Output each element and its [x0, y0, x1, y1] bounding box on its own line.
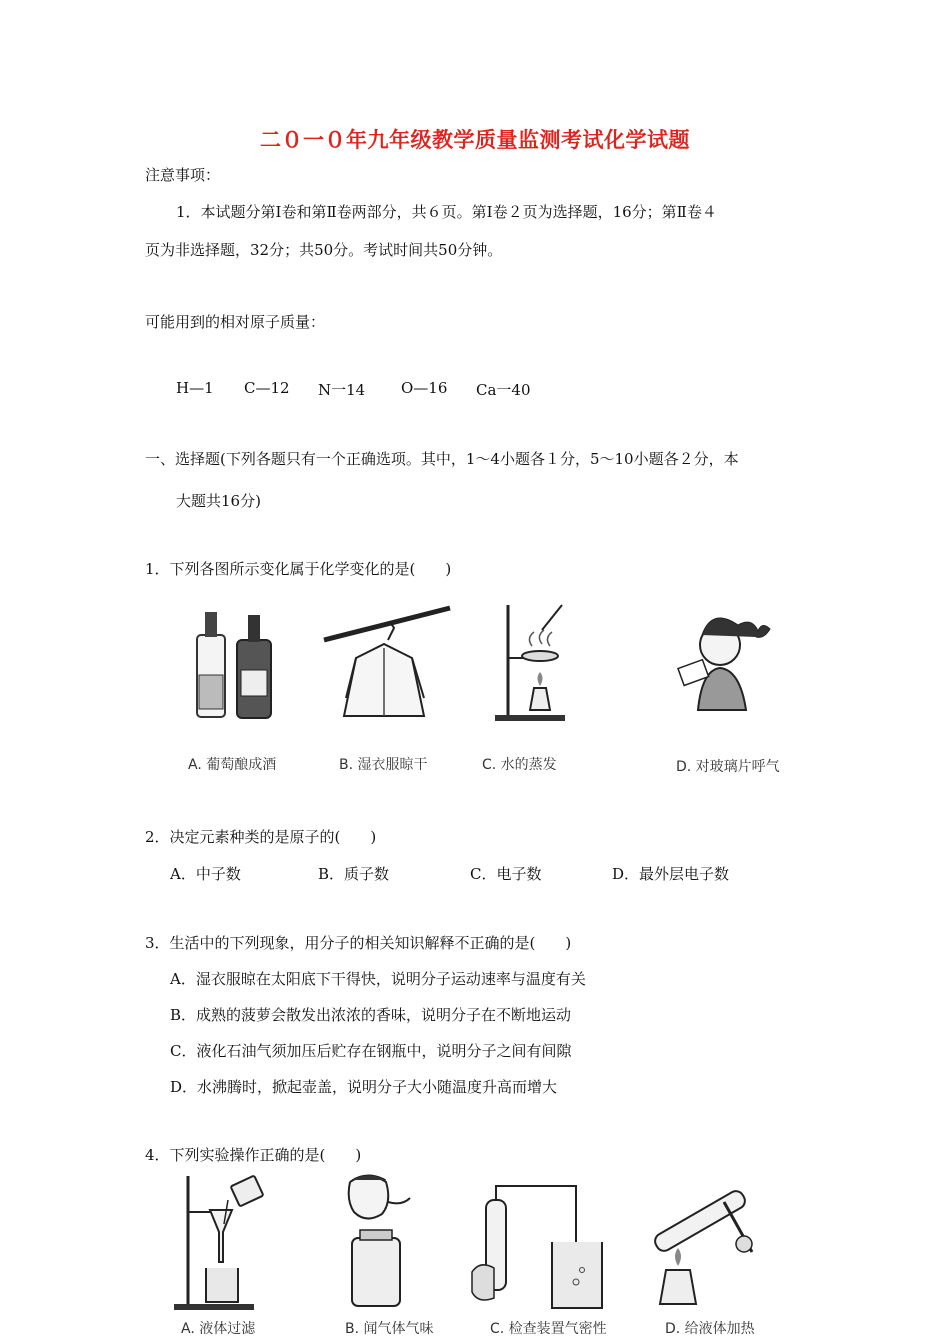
q4-caption-c: C. 检查装置气密性 — [490, 1321, 607, 1337]
atomic-mass-item: C—12 — [244, 379, 290, 397]
q1-caption-a: A. 葡萄酿成酒 — [188, 757, 277, 773]
notice-line-1: 1．本试题分第Ⅰ卷和第Ⅱ卷两部分，共６页。第Ⅰ卷２页为选择题，16分；第Ⅱ卷４ — [176, 203, 717, 221]
atomic-mass-item: H—1 — [176, 379, 214, 397]
q2-option-b: B．质子数 — [318, 865, 390, 883]
q4-stem: 4．下列实验操作正确的是( ) — [145, 1146, 362, 1164]
q1-caption-c: C. 水的蒸发 — [482, 757, 557, 773]
q4-caption-a: A. 液体过滤 — [181, 1321, 256, 1337]
q1-stem: 1．下列各图所示变化属于化学变化的是( ) — [145, 560, 452, 578]
clothes-drying-image — [322, 600, 452, 729]
section-1-line-2: 大题共16分) — [176, 492, 261, 510]
notice-line-2: 页为非选择题，32分；共50分。考试时间共50分钟。 — [145, 241, 503, 259]
page-title: 二０一０年九年级教学质量监测考试化学试题 — [260, 128, 690, 152]
water-evaporation-apparatus-image — [490, 600, 570, 729]
q3-option-d: D．水沸腾时，掀起壶盖，说明分子大小随温度升高而增大 — [170, 1078, 558, 1096]
q3-stem: 3．生活中的下列现象，用分子的相关知识解释不正确的是( ) — [145, 934, 572, 952]
notice-heading: 注意事项： — [145, 166, 221, 184]
q3-option-a: A．湿衣服晾在太阳底下干得快，说明分子运动速率与温度有关 — [170, 970, 586, 988]
liquid-filtration-image — [172, 1172, 282, 1316]
q1-caption-d: D. 对玻璃片呼气 — [676, 759, 780, 775]
atomic-mass-item: N一14 — [318, 381, 366, 399]
smelling-gas-image — [340, 1172, 420, 1316]
airtightness-check-image — [468, 1172, 608, 1316]
q4-caption-b: B. 闻气体气味 — [345, 1321, 434, 1337]
girl-breathing-on-glass-image — [672, 600, 782, 729]
q2-option-d: D．最外层电子数 — [612, 865, 730, 883]
wine-bottles-image — [185, 600, 285, 729]
heating-liquid-image — [640, 1172, 760, 1316]
q2-option-a: A．中子数 — [170, 865, 241, 883]
q3-option-c: C．液化石油气须加压后贮存在钢瓶中，说明分子之间有间隙 — [170, 1042, 572, 1060]
section-1-line-1: 一、选择题(下列各题只有一个正确选项。其中，1～4小题各１分，5～10小题各２分，本 — [145, 450, 739, 468]
atomic-mass-item: Ca一40 — [476, 381, 531, 399]
q2-stem: 2．决定元素种类的是原子的( ) — [145, 828, 377, 846]
q3-option-b: B．成熟的菠萝会散发出浓浓的香味，说明分子在不断地运动 — [170, 1006, 572, 1024]
atomic-mass-item: O—16 — [401, 379, 448, 397]
q4-caption-d: D. 给液体加热 — [665, 1321, 755, 1337]
atomic-mass-list — [0, 379, 950, 399]
atomic-mass-heading: 可能用到的相对原子质量： — [145, 313, 326, 331]
q2-option-c: C．电子数 — [470, 865, 542, 883]
q1-caption-b: B. 湿衣服晾干 — [339, 757, 428, 773]
